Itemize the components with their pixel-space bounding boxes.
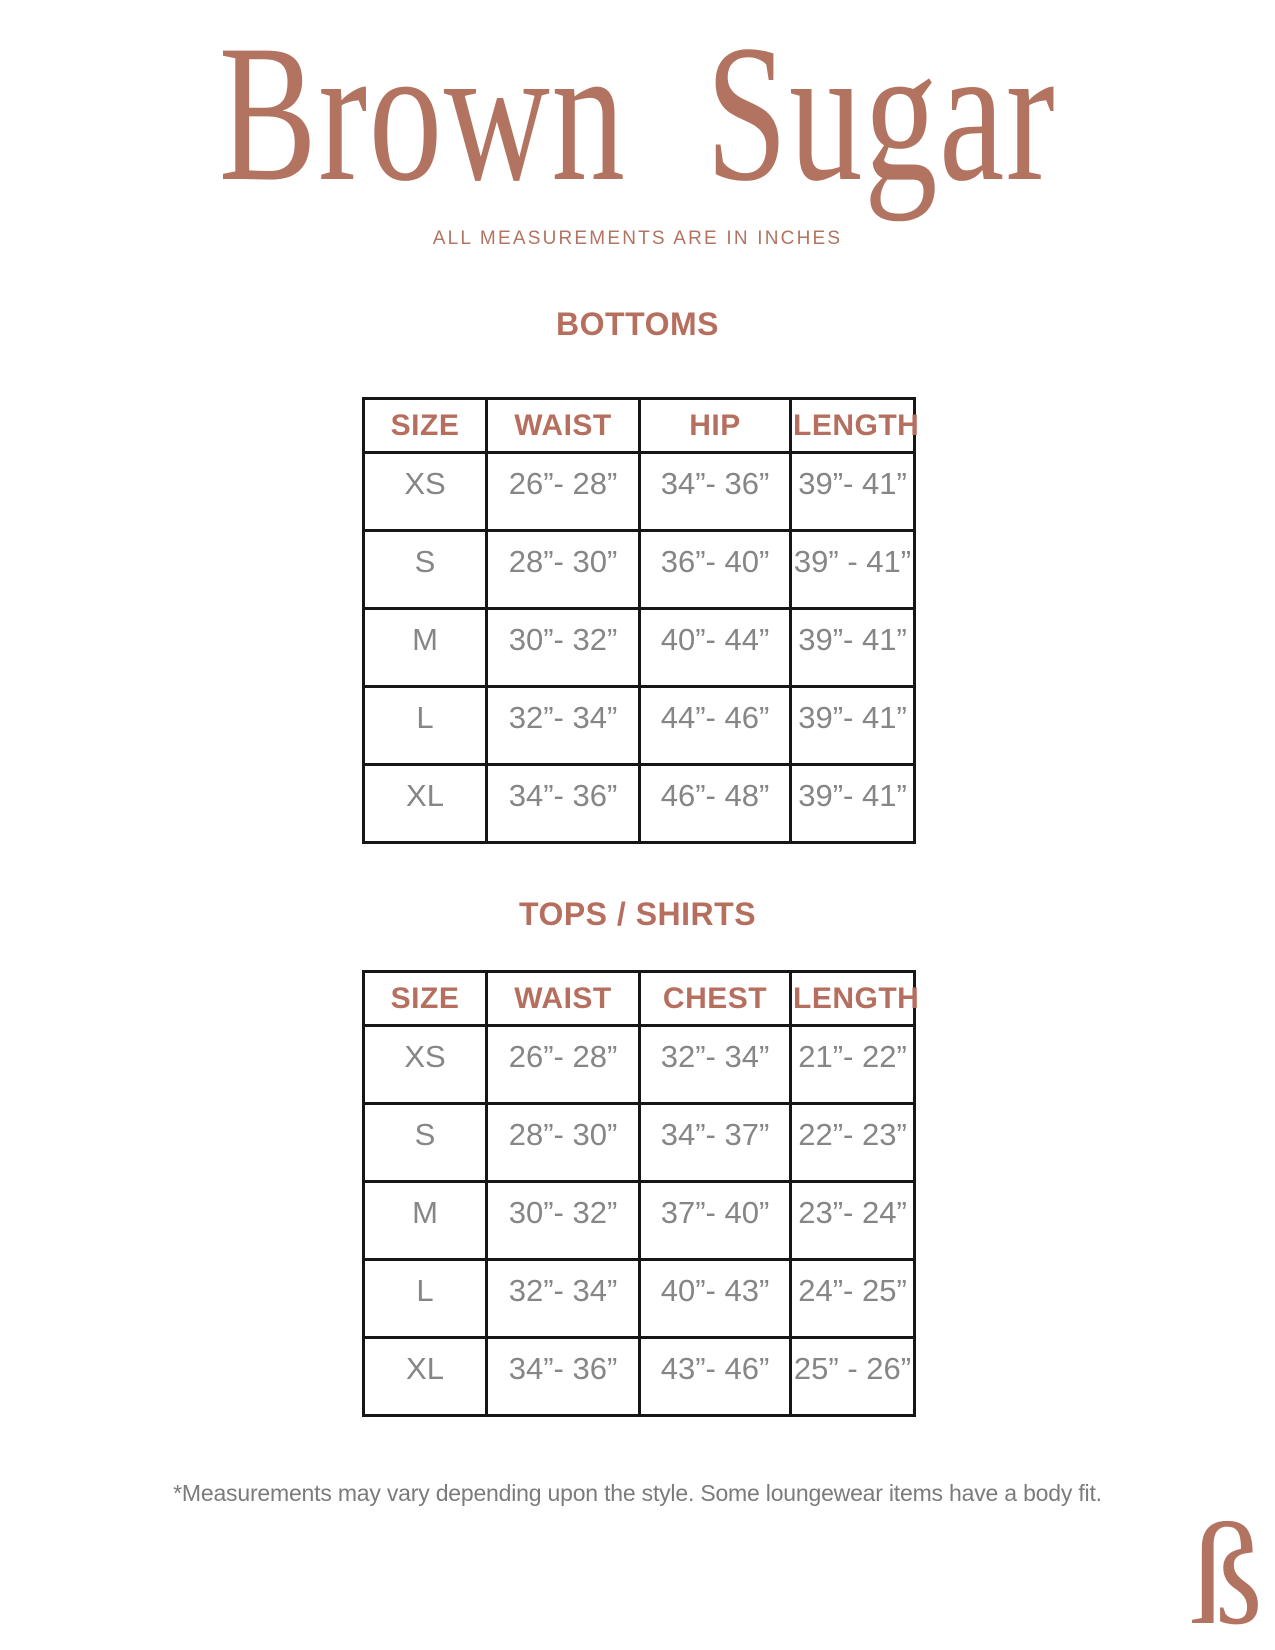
measurement-cell: 25” - 26” [791, 1338, 915, 1416]
measurement-cell: 34”- 36” [640, 453, 791, 531]
measurement-cell: 34”- 37” [640, 1104, 791, 1182]
size-label: L [364, 1260, 487, 1338]
size-row-l [364, 1260, 915, 1338]
measurement-cell: 21”- 22” [791, 1026, 915, 1104]
size-label: M [364, 609, 487, 687]
size-label: XL [364, 1338, 487, 1416]
column-header-hip: HIP [640, 399, 791, 453]
measurement-cell: 40”- 43” [640, 1260, 791, 1338]
size-row-s [364, 1104, 915, 1182]
measurement-cell: 39”- 41” [791, 453, 915, 531]
measurement-cell: 30”- 32” [487, 609, 640, 687]
measurement-cell: 24”- 25” [791, 1260, 915, 1338]
table-header-row [364, 972, 915, 1026]
measurement-cell: 28”- 30” [487, 531, 640, 609]
size-label: S [364, 531, 487, 609]
measurement-cell: 32”- 34” [487, 687, 640, 765]
measurement-cell: 44”- 46” [640, 687, 791, 765]
brand-monogram-logo: ß [1190, 1495, 1263, 1650]
size-row-m [364, 1182, 915, 1260]
measurement-cell: 32”- 34” [640, 1026, 791, 1104]
measurement-cell: 39” - 41” [791, 531, 915, 609]
measurement-cell: 43”- 46” [640, 1338, 791, 1416]
measurement-cell: 46”- 48” [640, 765, 791, 843]
measurement-cell: 39”- 41” [791, 609, 915, 687]
measurement-cell: 30”- 32” [487, 1182, 640, 1260]
measurement-cell: 36”- 40” [640, 531, 791, 609]
column-header-chest: CHEST [640, 972, 791, 1026]
section-title-bottoms: BOTTOMS [556, 306, 719, 342]
footnote: *Measurements may vary depending upon the style. Some loungewear items have a body fit. [173, 1480, 1102, 1506]
measurement-cell: 34”- 36” [487, 1338, 640, 1416]
units-note: ALL MEASUREMENTS ARE IN INCHES [432, 228, 843, 249]
size-row-xl [364, 765, 915, 843]
section-title-tops: TOPS / SHIRTS [518, 896, 757, 932]
size-label: XS [364, 1026, 487, 1104]
column-header-size: SIZE [364, 972, 487, 1026]
column-header-waist: WAIST [487, 972, 640, 1026]
column-header-length: LENGTH [791, 399, 915, 453]
tops-size-table [362, 970, 920, 1417]
column-header-size: SIZE [364, 399, 487, 453]
size-row-s [364, 531, 915, 609]
size-row-xl [364, 1338, 915, 1416]
measurement-cell: 39”- 41” [791, 765, 915, 843]
size-row-xs [364, 1026, 915, 1104]
size-label: XS [364, 453, 487, 531]
brand-title: Brown Sugar [218, 5, 1057, 222]
size-row-xs [364, 453, 915, 531]
measurement-cell: 34”- 36” [487, 765, 640, 843]
table-header-row [364, 399, 915, 453]
measurement-cell: 26”- 28” [487, 453, 640, 531]
measurement-cell: 22”- 23” [791, 1104, 915, 1182]
measurement-cell: 26”- 28” [487, 1026, 640, 1104]
column-header-waist: WAIST [487, 399, 640, 453]
size-label: XL [364, 765, 487, 843]
measurement-cell: 23”- 24” [791, 1182, 915, 1260]
measurement-cell: 39”- 41” [791, 687, 915, 765]
size-label: S [364, 1104, 487, 1182]
measurement-cell: 40”- 44” [640, 609, 791, 687]
column-header-length: LENGTH [791, 972, 915, 1026]
size-label: M [364, 1182, 487, 1260]
measurement-cell: 32”- 34” [487, 1260, 640, 1338]
measurement-cell: 37”- 40” [640, 1182, 791, 1260]
size-row-m [364, 609, 915, 687]
size-label: L [364, 687, 487, 765]
bottoms-size-table [362, 397, 920, 844]
size-row-l [364, 687, 915, 765]
measurement-cell: 28”- 30” [487, 1104, 640, 1182]
